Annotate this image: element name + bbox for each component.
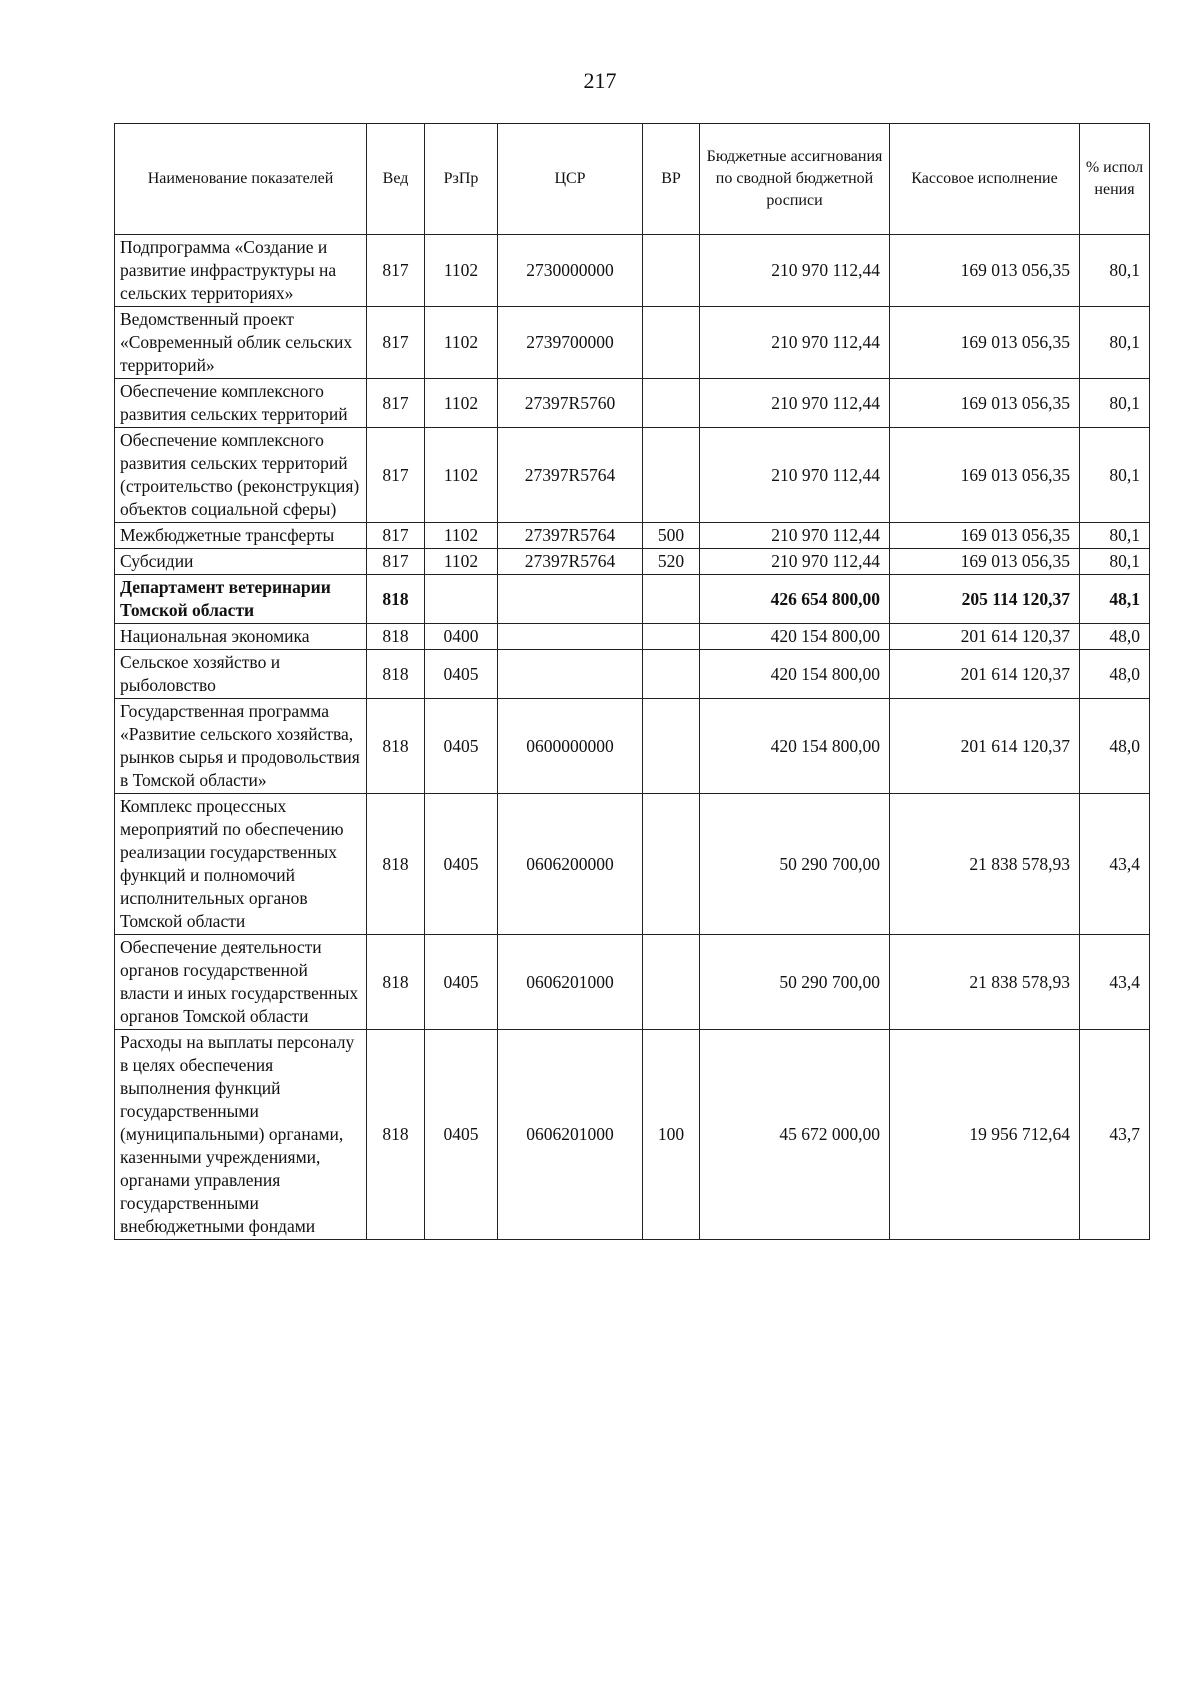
row-assigned-cell: 210 970 112,44	[700, 549, 890, 575]
row-executed-cell: 169 013 056,35	[890, 523, 1080, 549]
row-csr-cell: 27397R5764	[498, 549, 643, 575]
row-assigned-cell: 50 290 700,00	[700, 794, 890, 935]
row-csr-cell: 27397R5760	[498, 379, 643, 428]
row-percent-cell: 80,1	[1080, 379, 1150, 428]
row-executed-cell: 205 114 120,37	[890, 575, 1080, 624]
row-percent-cell: 80,1	[1080, 523, 1150, 549]
row-assigned-cell: 420 154 800,00	[700, 624, 890, 650]
table-row	[115, 1030, 1150, 1240]
row-name-cell: Подпрограмма «Создание и развитие инфраструктуры на сельских территориях»	[115, 235, 367, 307]
row-vr-cell	[643, 935, 700, 1030]
row-csr-cell: 0600000000	[498, 699, 643, 794]
row-percent-cell: 48,0	[1080, 699, 1150, 794]
row-vr-cell	[643, 379, 700, 428]
table-row	[115, 935, 1150, 1030]
table-row	[115, 379, 1150, 428]
budget-execution-table	[114, 123, 1150, 1240]
table-row	[115, 624, 1150, 650]
row-executed-cell: 169 013 056,35	[890, 379, 1080, 428]
row-executed-cell: 19 956 712,64	[890, 1030, 1080, 1240]
row-rzpr-cell: 1102	[425, 428, 498, 523]
row-percent-cell: 48,0	[1080, 624, 1150, 650]
row-csr-cell: 27397R5764	[498, 428, 643, 523]
header-rzpr: РзПр	[425, 124, 498, 235]
row-name-cell: Обеспечение комплексного развития сельских территорий (строительство (реконструкция) объектов социальной сферы)	[115, 428, 367, 523]
row-csr-cell: 0606200000	[498, 794, 643, 935]
row-ved-cell: 817	[367, 235, 425, 307]
row-rzpr-cell: 1102	[425, 549, 498, 575]
row-percent-cell: 43,4	[1080, 935, 1150, 1030]
row-executed-cell: 169 013 056,35	[890, 235, 1080, 307]
row-rzpr-cell: 0405	[425, 699, 498, 794]
table-row	[115, 549, 1150, 575]
row-vr-cell	[643, 794, 700, 935]
row-vr-cell	[643, 307, 700, 379]
row-ved-cell: 818	[367, 624, 425, 650]
page-number: 217	[583, 68, 617, 93]
row-name-cell: Обеспечение деятельности органов государственной власти и иных государственных органов Томской области	[115, 935, 367, 1030]
row-ved-cell: 817	[367, 428, 425, 523]
row-assigned-cell: 426 654 800,00	[700, 575, 890, 624]
table-row	[115, 235, 1150, 307]
row-percent-cell: 43,4	[1080, 794, 1150, 935]
row-ved-cell: 818	[367, 699, 425, 794]
row-ved-cell: 818	[367, 575, 425, 624]
row-assigned-cell: 210 970 112,44	[700, 307, 890, 379]
header-ved: Вед	[367, 124, 425, 235]
row-rzpr-cell: 1102	[425, 235, 498, 307]
row-assigned-cell: 420 154 800,00	[700, 699, 890, 794]
row-vr-cell: 500	[643, 523, 700, 549]
row-ved-cell: 818	[367, 1030, 425, 1240]
row-executed-cell: 169 013 056,35	[890, 428, 1080, 523]
row-name-cell: Сельское хозяйство и рыболовство	[115, 650, 367, 699]
row-ved-cell: 817	[367, 549, 425, 575]
row-assigned-cell: 210 970 112,44	[700, 379, 890, 428]
row-vr-cell: 520	[643, 549, 700, 575]
row-assigned-cell: 50 290 700,00	[700, 935, 890, 1030]
row-rzpr-cell: 0405	[425, 650, 498, 699]
row-assigned-cell: 210 970 112,44	[700, 428, 890, 523]
row-executed-cell: 169 013 056,35	[890, 549, 1080, 575]
header-csr: ЦСР	[498, 124, 643, 235]
row-csr-cell: 0606201000	[498, 935, 643, 1030]
header-assigned: Бюджетные ассигнования по сводной бюджетной росписи	[700, 124, 890, 235]
row-percent-cell: 80,1	[1080, 235, 1150, 307]
row-rzpr-cell: 1102	[425, 379, 498, 428]
row-ved-cell: 818	[367, 935, 425, 1030]
row-executed-cell: 201 614 120,37	[890, 650, 1080, 699]
row-name-cell: Национальная экономика	[115, 624, 367, 650]
row-assigned-cell: 420 154 800,00	[700, 650, 890, 699]
table-row	[115, 523, 1150, 549]
row-ved-cell: 818	[367, 650, 425, 699]
row-csr-cell: 2730000000	[498, 235, 643, 307]
row-percent-cell: 80,1	[1080, 549, 1150, 575]
row-vr-cell: 100	[643, 1030, 700, 1240]
table-row	[115, 307, 1150, 379]
row-csr-cell: 0606201000	[498, 1030, 643, 1240]
table-body	[115, 235, 1150, 1240]
table-row	[115, 699, 1150, 794]
row-executed-cell: 21 838 578,93	[890, 935, 1080, 1030]
row-percent-cell: 48,1	[1080, 575, 1150, 624]
row-percent-cell: 80,1	[1080, 307, 1150, 379]
row-csr-cell	[498, 624, 643, 650]
row-rzpr-cell: 1102	[425, 523, 498, 549]
row-executed-cell: 201 614 120,37	[890, 624, 1080, 650]
table-row	[115, 575, 1150, 624]
row-csr-cell: 27397R5764	[498, 523, 643, 549]
row-vr-cell	[643, 650, 700, 699]
row-vr-cell	[643, 624, 700, 650]
row-assigned-cell: 210 970 112,44	[700, 235, 890, 307]
row-executed-cell: 169 013 056,35	[890, 307, 1080, 379]
row-csr-cell	[498, 575, 643, 624]
row-name-cell: Межбюджетные трансферты	[115, 523, 367, 549]
row-rzpr-cell: 0405	[425, 1030, 498, 1240]
row-percent-cell: 43,7	[1080, 1030, 1150, 1240]
header-executed: Кассовое исполнение	[890, 124, 1080, 235]
row-ved-cell: 817	[367, 523, 425, 549]
row-rzpr-cell: 1102	[425, 307, 498, 379]
header-name: Наименование показателей	[115, 124, 367, 235]
table-row	[115, 650, 1150, 699]
row-rzpr-cell: 0405	[425, 935, 498, 1030]
row-vr-cell	[643, 235, 700, 307]
row-name-cell: Ведомственный проект «Современный облик сельских территорий»	[115, 307, 367, 379]
row-csr-cell	[498, 650, 643, 699]
row-executed-cell: 21 838 578,93	[890, 794, 1080, 935]
row-ved-cell: 817	[367, 307, 425, 379]
row-ved-cell: 817	[367, 379, 425, 428]
row-name-cell: Субсидии	[115, 549, 367, 575]
table-header-row	[115, 124, 1150, 235]
row-percent-cell: 80,1	[1080, 428, 1150, 523]
row-ved-cell: 818	[367, 794, 425, 935]
row-name-cell: Расходы на выплаты персоналу в целях обеспечения выполнения функций государственными (муниципальными) органами, казенными учреждениями, органами управления государственными внебюджетными фондами	[115, 1030, 367, 1240]
row-vr-cell	[643, 699, 700, 794]
row-name-cell: Департамент ветеринарии Томской области	[115, 575, 367, 624]
row-percent-cell: 48,0	[1080, 650, 1150, 699]
row-name-cell: Комплекс процессных мероприятий по обеспечению реализации государственных функций и полномочий исполнительных органов Томской области	[115, 794, 367, 935]
row-vr-cell	[643, 428, 700, 523]
row-csr-cell: 2739700000	[498, 307, 643, 379]
row-assigned-cell: 210 970 112,44	[700, 523, 890, 549]
table-row	[115, 794, 1150, 935]
row-rzpr-cell: 0405	[425, 794, 498, 935]
row-name-cell: Государственная программа «Развитие сельского хозяйства, рынков сырья и продовольствия в Томской области»	[115, 699, 367, 794]
row-assigned-cell: 45 672 000,00	[700, 1030, 890, 1240]
row-rzpr-cell: 0400	[425, 624, 498, 650]
header-percent: % испол нения	[1080, 124, 1150, 235]
row-name-cell: Обеспечение комплексного развития сельских территорий	[115, 379, 367, 428]
header-vr: ВР	[643, 124, 700, 235]
row-vr-cell	[643, 575, 700, 624]
row-executed-cell: 201 614 120,37	[890, 699, 1080, 794]
table-row	[115, 428, 1150, 523]
row-rzpr-cell	[425, 575, 498, 624]
